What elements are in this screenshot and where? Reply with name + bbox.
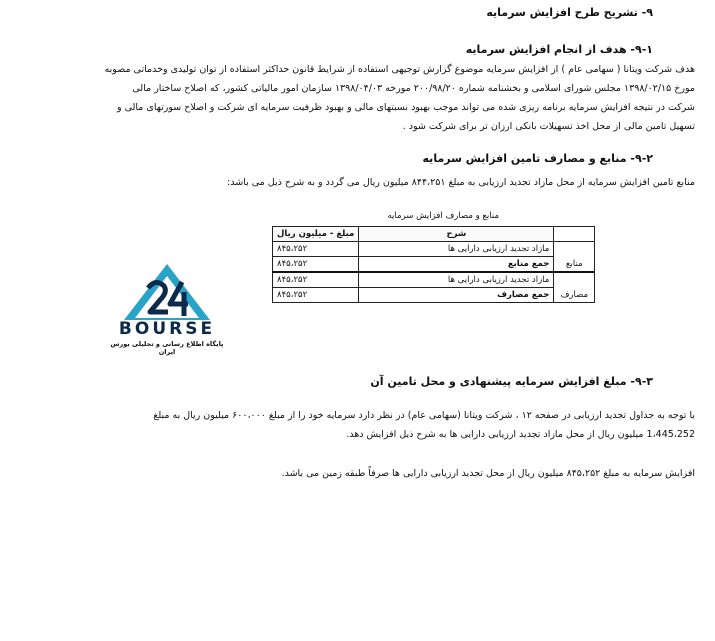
- table-caption: منابع و مصارف افزایش سرمایه: [387, 211, 499, 221]
- group-label-uses-text: مصارف: [554, 288, 595, 303]
- logo-wordmark: BOURSE: [118, 319, 216, 339]
- amount-paragraph-line-2: 1،445،252 میلیون ریال از محل مازاد تجدید ارزیابی دارایی ها به شرح ذیل افزایش دهد.: [346, 429, 695, 440]
- table-row: [273, 242, 595, 257]
- goal-heading: ۹-۱- هدف از انجام افزایش سرمایه: [465, 43, 653, 56]
- logo-subtitle: پایگاه اطلاع رسانی و تحلیلی بورس ایران: [110, 340, 224, 356]
- table-header-row: [273, 227, 595, 242]
- row-amount: ۸۴۵،۲۵۲: [273, 288, 359, 303]
- table-header-side: [554, 227, 595, 242]
- row-amount: ۸۴۵،۲۵۲: [273, 272, 359, 288]
- sources-paragraph: منابع تامین افزایش سرمایه از محل مازاد تجدید ارزیابی به مبلغ ۸۴۴،۲۵۱ میلیون ریال می گردد و به شرح ذیل می باشد:: [227, 177, 695, 188]
- table-row: [273, 257, 595, 273]
- goal-paragraph-line-4: تسهیل تامین مالی از محل اخذ تسهیلات بانکی ارزان تر برای شرکت شود .: [402, 121, 695, 132]
- group-label-sources: [554, 242, 595, 257]
- table-header-amount: مبلغ - میلیون ریال: [273, 227, 359, 242]
- row-amount: ۸۴۵،۲۵۲: [273, 257, 359, 273]
- table-row: [273, 288, 595, 303]
- amount-heading: ۹-۳- مبلغ افزایش سرمایه پیشنهادی و محل تامین آن: [370, 375, 653, 388]
- sources-heading: ۹-۲- منابع و مصارف تامین افزایش سرمایه: [422, 152, 653, 165]
- goal-paragraph-line-3: شرکت در نتیجه افزایش سرمایه برنامه ریزی شده می تواند موجب بهبود نسبتهای مالی و بهبود ظرفیت سرمایه ای شرکت و اصلاح سورتهای مالی و: [116, 102, 695, 113]
- table-row: [273, 272, 595, 288]
- row-desc: جمع مصارف: [359, 288, 554, 303]
- group-label-sources-text: منابع: [554, 257, 595, 273]
- amount-paragraph-line-1: با توجه به جداول تجدید ارزیابی در صفحه ۱۲ ، شرکت ویتانا (سهامی عام) در نظر دارد سرمایه خود را از مبلغ ۶۰۰،۰۰۰ میلیون ریال به مبلغ: [153, 410, 695, 421]
- bourse-logo: [104, 262, 230, 356]
- row-desc: جمع منابع: [359, 257, 554, 273]
- goal-paragraph-line-2: مورخ ۱۳۹۸/۰۲/۱۵ مجلس شورای اسلامی و بخشنامه شماره ۲۰۰/۹۸/۲۰ مورخه ۱۳۹۸/۰۴/۰۳ سازمان امور مالیاتی کشور، که اصلاح ساختار مالی: [132, 83, 695, 94]
- goal-paragraph-line-1: هدف شرکت ویتانا ( سهامی عام ) از افزایش سرمایه موضوع گزارش توجیهی استفاده از شرایط قانون حداکثر استفاده از توان تولیدی وخدماتی مصوبه: [104, 64, 695, 75]
- amount-final-line: افزایش سرمایه به مبلغ ۸۴۵،۲۵۲ میلیون ریال از محل تجدید ارزیابی دارایی ها صرفاً طبقه زمین می باشد.: [281, 468, 695, 479]
- sources-uses-table: [272, 226, 595, 303]
- bourse-logo-mark-icon: [104, 262, 230, 322]
- row-desc: مازاد تجدید ارزیابی دارایی ها: [359, 242, 554, 257]
- table-header-desc: شرح: [359, 227, 554, 242]
- group-label-uses: [554, 272, 595, 288]
- section-heading: ۹- تشریح طرح افزایش سرمایه: [486, 6, 653, 19]
- row-amount: ۸۴۵،۲۵۲: [273, 242, 359, 257]
- row-desc: مازاد تجدید ارزیابی دارایی ها: [359, 272, 554, 288]
